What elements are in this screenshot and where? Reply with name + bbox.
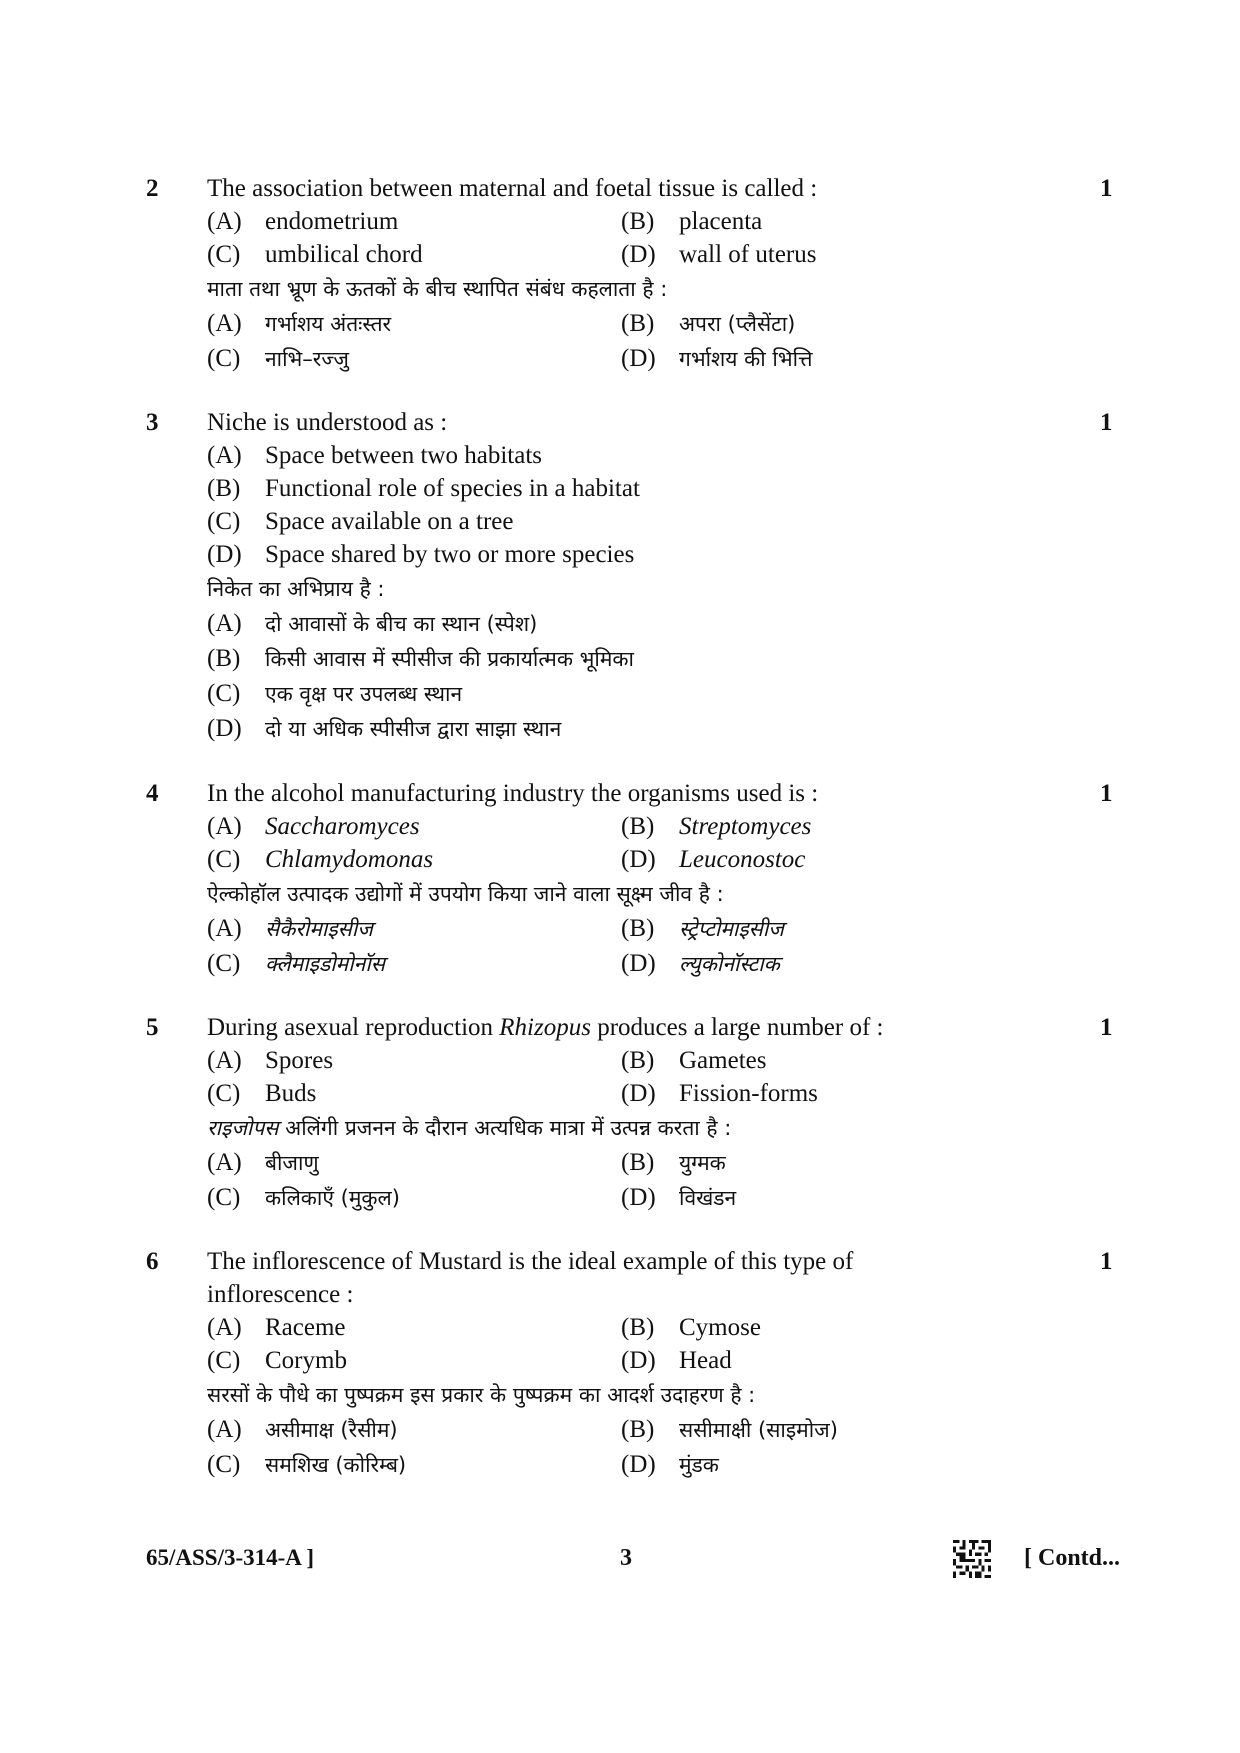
option-d-hi: (D) गर्भाशय की भित्ति bbox=[621, 345, 813, 372]
question-text-en: In the alcohol manufacturing industry the organisms used is : bbox=[207, 780, 819, 807]
option-a-en: (A) endometrium bbox=[207, 208, 399, 235]
option-a-en: (A) Saccharomyces bbox=[207, 813, 420, 840]
organism-name-hi: राइजोपस bbox=[207, 1116, 279, 1140]
option-d-hi: (D) मुंडक bbox=[621, 1451, 719, 1478]
option-a-hi: (A) गर्भाशय अंतःस्तर bbox=[207, 310, 392, 337]
option-c-hi: (C) नाभि–रज्जु bbox=[207, 345, 349, 372]
question-marks: 1 bbox=[1100, 409, 1113, 436]
option-d-hi: (D) दो या अधिक स्पीसीज द्वारा साझा स्थान bbox=[207, 715, 562, 742]
option-a-hi: (A) दो आवासों के बीच का स्थान (स्पेश) bbox=[207, 610, 538, 637]
question-marks: 1 bbox=[1100, 780, 1113, 807]
question-marks: 1 bbox=[1100, 1248, 1113, 1275]
option-c-en: (C) umbilical chord bbox=[207, 241, 423, 268]
option-d-hi: (D) विखंडन bbox=[621, 1184, 737, 1211]
question-number: 5 bbox=[146, 1014, 159, 1041]
organism-name: Rhizopus bbox=[499, 1014, 591, 1041]
question-text-hi: ऐल्कोहॉल उत्पादक उद्योगों में उपयोग किया जाने वाला सूक्ष्म जीव है : bbox=[207, 882, 724, 906]
question-marks: 1 bbox=[1100, 1014, 1113, 1041]
option-c-en: (C) Buds bbox=[207, 1080, 317, 1107]
option-b-hi: (B) युग्मक bbox=[621, 1149, 726, 1176]
option-a-en: (A) Spores bbox=[207, 1047, 334, 1074]
question-text-en: During asexual reproduction Rhizopus produces a large number of : bbox=[207, 1014, 884, 1041]
option-c-hi: (C) एक वृक्ष पर उपलब्ध स्थान bbox=[207, 680, 463, 707]
option-d-hi: (D) ल्युकोनॉस्टाक bbox=[621, 950, 780, 977]
question-text-hi: माता तथा भ्रूण के ऊतकों के बीच स्थापित संबंध कहलाता है : bbox=[207, 277, 668, 301]
option-c-hi: (C) कलिकाएँ (मुकुल) bbox=[207, 1184, 400, 1211]
option-c-hi: (C) क्लैमाइडोमोनॉस bbox=[207, 950, 385, 977]
option-b-en: (B) Streptomyces bbox=[621, 813, 812, 840]
question-text-en-cont: inflorescence : bbox=[207, 1281, 354, 1308]
option-b-en: (B) Functional role of species in a habitat bbox=[207, 475, 640, 502]
option-d-en: (D) Space shared by two or more species bbox=[207, 541, 635, 568]
option-a-en: (A) Raceme bbox=[207, 1314, 346, 1341]
option-d-en: (D) wall of uterus bbox=[621, 241, 817, 268]
question-number: 6 bbox=[146, 1248, 159, 1275]
option-a-hi: (A) बीजाणु bbox=[207, 1149, 319, 1176]
option-a-en: (A) Space between two habitats bbox=[207, 442, 542, 469]
page-number: 3 bbox=[620, 1545, 632, 1571]
option-b-hi: (B) किसी आवास में स्पीसीज की प्रकार्यात्मक भूमिका bbox=[207, 645, 634, 672]
question-marks: 1 bbox=[1100, 175, 1113, 202]
question-text-hi: राइजोपस अलिंगी प्रजनन के दौरान अत्यधिक मात्रा में उत्पन्न करता है : bbox=[207, 1116, 732, 1140]
continued-label: [ Contd... bbox=[1024, 1545, 1121, 1571]
option-b-hi: (B) ससीमाक्षी (साइमोज) bbox=[621, 1416, 838, 1443]
question-text-en: The association between maternal and foetal tissue is called : bbox=[207, 175, 818, 202]
option-b-en: (B) Gametes bbox=[621, 1047, 767, 1074]
option-d-en: (D) Fission-forms bbox=[621, 1080, 818, 1107]
question-number: 3 bbox=[146, 409, 159, 436]
option-c-en: (C) Chlamydomonas bbox=[207, 846, 434, 873]
option-b-en: (B) Cymose bbox=[621, 1314, 761, 1341]
option-a-hi: (A) सैकैरोमाइसीज bbox=[207, 915, 373, 942]
question-text-hi: सरसों के पौधे का पुष्पक्रम इस प्रकार के पुष्पक्रम का आदर्श उदाहरण है : bbox=[207, 1383, 756, 1407]
option-b-hi: (B) स्ट्रेप्टोमाइसीज bbox=[621, 915, 784, 942]
option-d-en: (D) Leuconostoc bbox=[621, 846, 806, 873]
option-c-en: (C) Corymb bbox=[207, 1347, 347, 1374]
option-b-en: (B) placenta bbox=[621, 208, 763, 235]
question-number: 2 bbox=[146, 175, 159, 202]
option-a-hi: (A) असीमाक्ष (रैसीम) bbox=[207, 1416, 398, 1443]
question-text-hi: निकेत का अभिप्राय है : bbox=[207, 577, 385, 601]
paper-code: 65/ASS/3-314-A ] bbox=[146, 1545, 315, 1570]
question-number: 4 bbox=[146, 780, 159, 807]
question-text-en: The inflorescence of Mustard is the ideal example of this type of bbox=[207, 1248, 854, 1275]
option-d-en: (D) Head bbox=[621, 1347, 732, 1374]
option-c-hi: (C) समशिख (कोरिम्ब) bbox=[207, 1451, 407, 1478]
option-b-hi: (B) अपरा (प्लैसेंटा) bbox=[621, 310, 796, 337]
option-c-en: (C) Space available on a tree bbox=[207, 508, 514, 535]
question-text-en: Niche is understood as : bbox=[207, 409, 448, 436]
page-footer bbox=[0, 1538, 1240, 1578]
qr-code-icon bbox=[953, 1540, 991, 1578]
